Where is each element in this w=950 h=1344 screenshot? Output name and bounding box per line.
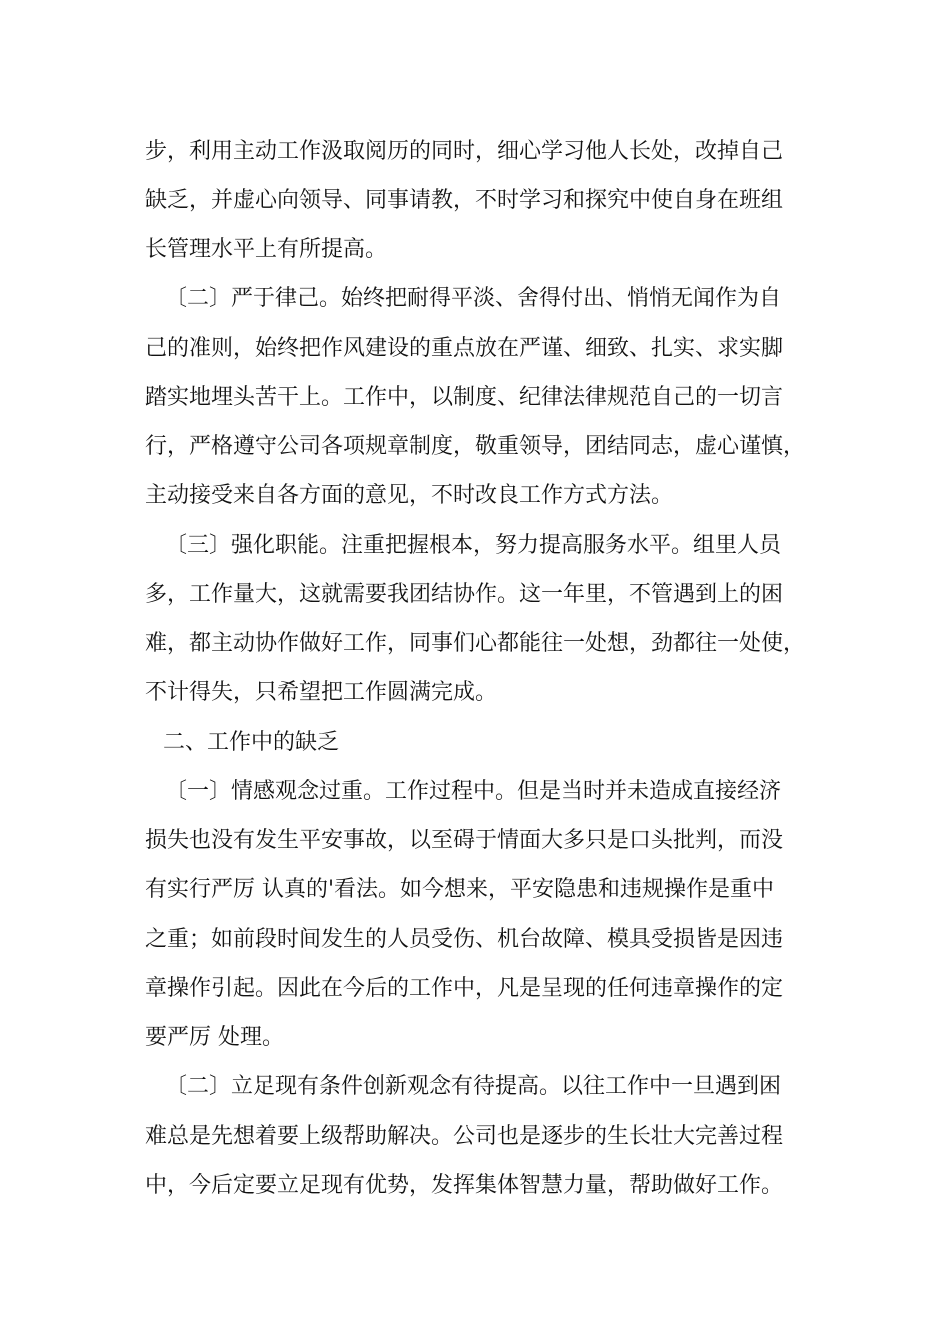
text-line: 步，利用主动工作汲取阅历的同时，细心学习他人长处，改掉自己 <box>145 139 784 164</box>
text-line: 有实行严厉 认真的'看法。如今想来，平安隐患和违规操作是重中 <box>145 877 775 902</box>
section-heading: 二、工作中的缺乏 <box>163 730 340 755</box>
paragraph-start-line: 〔一〕情感观念过重。工作过程中。但是当时并未造成直接经济 <box>165 779 782 804</box>
text-line: 主动接受来自各方面的意见，不时改良工作方式方法。 <box>145 483 674 508</box>
paragraph-start-line: 〔二〕立足现有条件创新观念有待提高。以往工作中一旦遇到困 <box>165 1074 782 1099</box>
text-line: 缺乏，并虚心向领导、同事请教，不时学习和探究中使自身在班组 <box>145 188 784 213</box>
text-line: 行，严格遵守公司各项规章制度，敬重领导，团结同志，虚心谨慎， <box>145 434 806 459</box>
text-line: 多，工作量大，这就需要我团结协作。这一年里，不管遇到上的困 <box>145 582 784 607</box>
text-line: 章操作引起。因此在今后的工作中，凡是呈现的任何违章操作的定 <box>145 976 784 1001</box>
text-line: 之重；如前段时间发生的人员受伤、机台故障、模具受损皆是因违 <box>145 927 784 952</box>
text-line: 损失也没有发生平安事故，以至碍于情面大多只是口头批判，而没 <box>145 828 784 853</box>
paragraph-start-line: 〔三〕强化职能。注重把握根本，努力提高服务水平。组里人员 <box>165 533 782 558</box>
text-line: 长管理水平上有所提高。 <box>145 237 388 262</box>
text-line: 己的准则，始终把作风建设的重点放在严谨、细致、扎实、求实脚 <box>145 336 784 361</box>
text-line: 踏实地埋头苦干上。工作中，以制度、纪律法律规范自己的一切言 <box>145 385 784 410</box>
text-line: 不计得失，只希望把工作圆满完成。 <box>145 680 498 705</box>
text-line: 难总是先想着要上级帮助解决。公司也是逐步的生长壮大完善过程 <box>145 1124 784 1149</box>
text-line: 中，今后定要立足现有优势，发挥集体智慧力量，帮助做好工作。 <box>145 1173 784 1198</box>
paragraph-start-line: 〔二〕严于律己。始终把耐得平淡、舍得付出、悄悄无闻作为自 <box>165 286 782 311</box>
text-line: 要严厉 处理。 <box>145 1025 284 1050</box>
text-line: 难，都主动协作做好工作，同事们心都能往一处想，劲都往一处使， <box>145 631 806 656</box>
